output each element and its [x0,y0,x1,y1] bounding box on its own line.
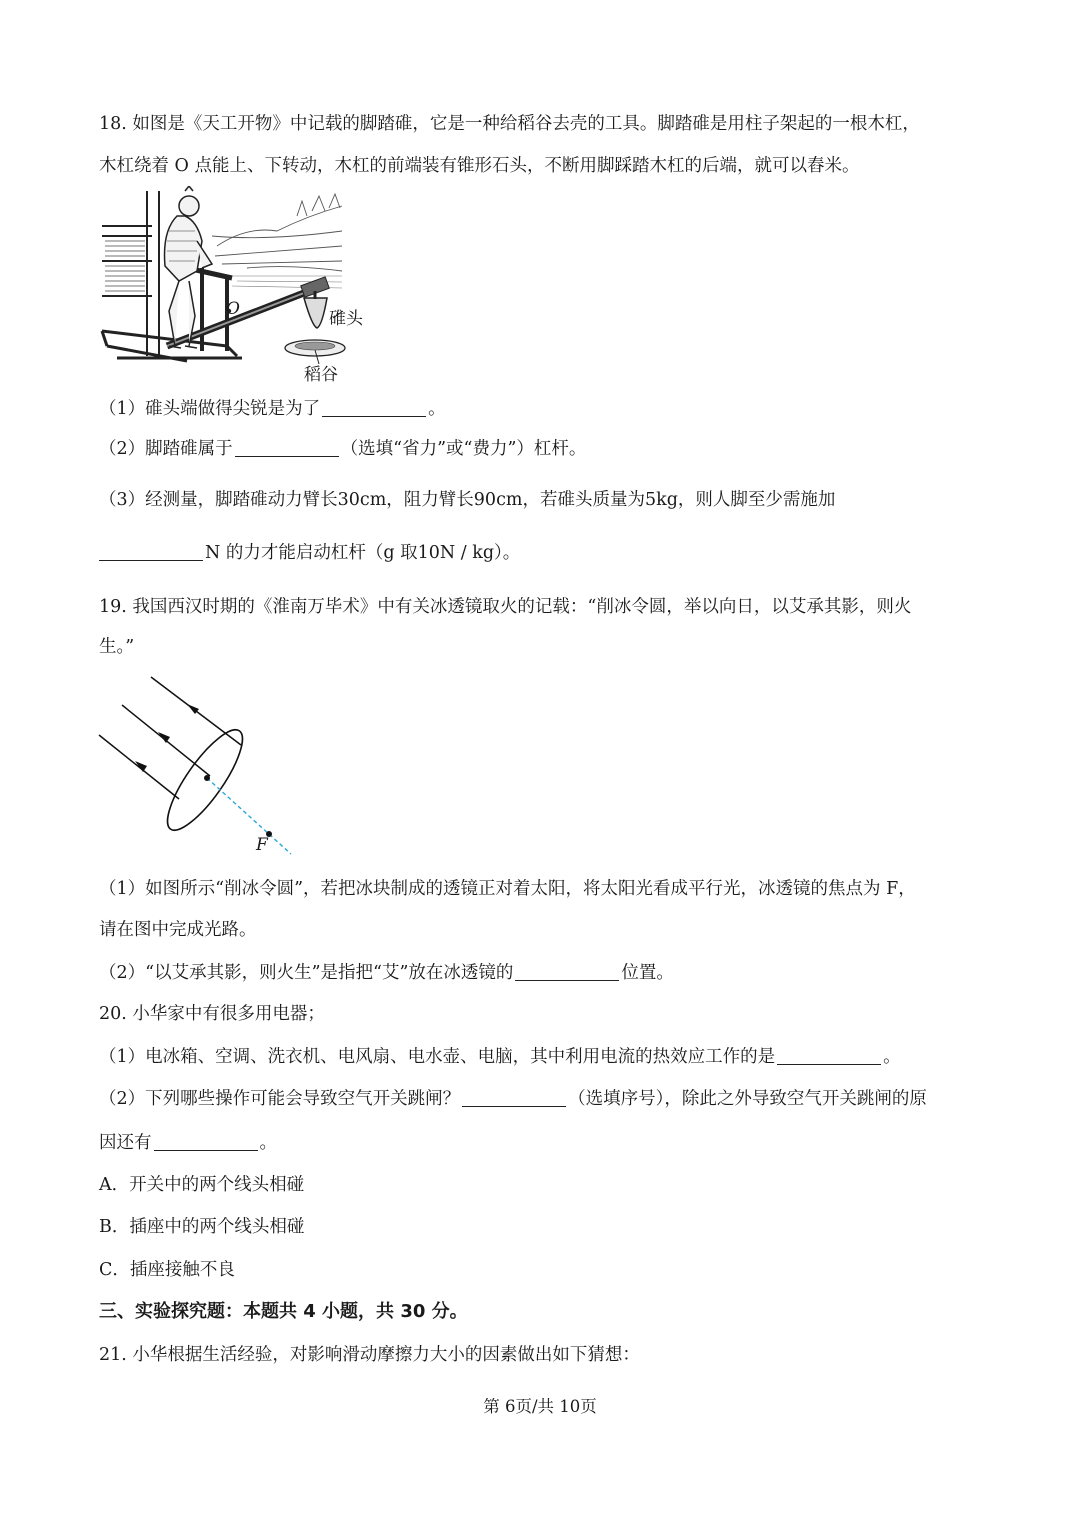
q18-part1-end: 。 [428,399,446,419]
q20-part2-line2 [99,1131,277,1155]
q20-part1 [99,1045,901,1069]
section-3-heading: 三、实验探究题：本题共 4 小题，共 30 分。 [99,1301,468,1322]
q18-part3-line2 [99,541,520,565]
q20-option-a: A．开关中的两个线头相碰 [99,1175,305,1195]
q20-option-c: C．插座接触不良 [99,1260,235,1280]
q19-stem-line2: 生。” [99,637,135,657]
pestle-head-label: 碓头 [329,309,363,329]
answer-blank-q20-2a[interactable] [462,1088,566,1107]
q20-option-b: B．插座中的两个线头相碰 [99,1217,305,1237]
q19-stem-line1: 19. 我国西汉时期的《淮南万毕术》中有关冰透镜取火的记载：“削冰令圆，举以向日，以艾承其影，则火 [99,597,912,617]
q18-part3-end: N 的力才能启动杠杆（g 取10N / kg）。 [205,543,521,563]
answer-blank-q20-1[interactable] [777,1046,881,1065]
q19-part2 [99,961,674,985]
q20-part2-line2-end: 。 [259,1133,277,1153]
q19-part1-line2: 请在图中完成光路。 [99,920,257,940]
focus-label: F [256,835,268,855]
q18-part2-end: （选填“省力”或“费力”）杠杆。 [340,439,587,459]
answer-blank-q18-3[interactable] [99,542,203,561]
q18-part3-line1: （3）经测量，脚踏碓动力臂长30cm，阻力臂长90cm，若碓头质量为5kg，则人脚至少需施加 [99,490,836,510]
q18-part1-text: （1）碓头端做得尖锐是为了 [99,399,321,419]
q19-part2-text: （2）“以艾承其影，则火生”是指把“艾”放在冰透镜的 [99,963,514,983]
q18-part2 [99,437,586,461]
q20-part1-text: （1）电冰箱、空调、洗衣机、电风扇、电水壶、电脑，其中利用电流的热效应工作的是 [99,1047,776,1067]
pestle-illustration [97,186,367,386]
q20-part2-line1 [99,1087,927,1111]
q18-stem-line2: 木杠绕着 O 点能上、下转动，木杠的前端装有锥形石头，不断用脚踩踏木杠的后端，就可以舂米。 [99,156,860,176]
q20-part2-text: （2）下列哪些操作可能会导致空气开关跳闸？ [99,1089,461,1109]
answer-blank-q18-1[interactable] [322,398,426,417]
pestle-drawing [97,186,367,386]
q19-part2-end: 位置。 [621,963,674,983]
q20-stem: 20. 小华家中有很多用电器； [99,1004,325,1024]
answer-blank-q18-2[interactable] [235,438,339,457]
q18-part1 [99,397,446,421]
lens-drawing [95,672,305,862]
pivot-label: O [226,299,240,319]
ice-lens-diagram [95,672,305,862]
q20-part1-end: 。 [883,1047,901,1067]
answer-blank-q20-2b[interactable] [154,1132,258,1151]
q19-part1-line1: （1）如图所示“削冰令圆”，若把冰块制成的透镜正对着太阳，将太阳光看成平行光，冰透镜的焦点为 F， [99,879,916,899]
grain-label: 稻谷 [304,365,338,385]
page-footer: 第 6页/共 10页 [483,1397,597,1416]
q20-part2-middle: （选填序号），除此之外导致空气开关跳闸的原 [568,1089,927,1109]
q18-part2-text: （2）脚踏碓属于 [99,439,233,459]
q21-stem: 21. 小华根据生活经验，对影响滑动摩擦力大小的因素做出如下猜想： [99,1345,640,1365]
q20-part2-line2-text: 因还有 [99,1133,152,1153]
answer-blank-q19-2[interactable] [515,962,619,981]
q18-stem-line1: 18. 如图是《天工开物》中记载的脚踏碓，它是一种给稻谷去壳的工具。脚踏碓是用柱子架起的一根木杠， [99,114,920,134]
